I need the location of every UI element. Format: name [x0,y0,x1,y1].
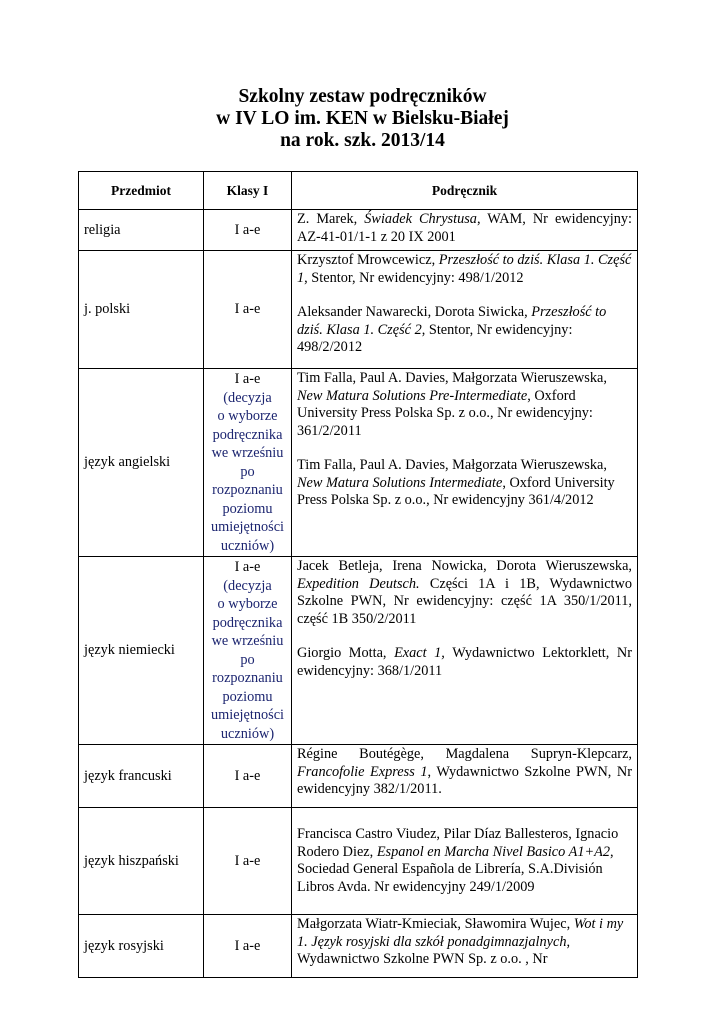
book-entry: Aleksander Nawarecki, Dorota Siwicka, Przeszłość to dziś. Klasa 1. Część 2, Stentor, Nr ewidencyjny: 498/2/2012 [297,304,607,355]
classes-cell: I a-e [204,808,292,915]
classes-cell [204,369,292,557]
table-row [79,745,638,808]
table-row [79,808,638,915]
classes-line: I a-e [234,371,261,387]
decision-note: (decyzja o wyborze podręcznika we wrześniu po rozpoznaniu poziomu umiejętności uczniów) [210,389,285,554]
book-entry: Régine Boutégège, Magdalena Supryn-Klepcarz, Francofolie Express 1, Wydawnictwo Szkolne PWN, Nr ewidencyjny 382/1/2011. [297,746,632,797]
subject-cell: język angielski [79,369,204,557]
subject-cell: religia [79,210,204,251]
table-row [79,251,638,369]
book-entry: Krzysztof Mrowcewicz, Przeszłość to dziś. Klasa 1. Część 1, Stentor, Nr ewidencyjny: 498/1/2012 [297,252,632,286]
header-subject: Przedmiot [79,172,204,210]
book-entry: Francisca Castro Viudez, Pilar Díaz Ballesteros, Ignacio Rodero Diez, Espanol en Marcha Nivel Basico A1+A2, Sociedad General Española de Librería, S.A.División Libros Avda. Nr ewidencyjny 249/1/2009 [297,826,619,895]
classes-cell: I a-e [204,745,292,808]
book-cell [292,251,638,369]
decision-note: (decyzja o wyborze podręcznika we wrześniu po rozpoznaniu poziomu umiejętności uczniów) [210,577,285,742]
title-line-1: Szkolny zestaw podręczników [238,86,487,107]
title-line-3: na rok. szk. 2013/14 [280,130,445,151]
table-row [79,210,638,251]
book-cell [292,745,638,808]
subject-cell: język rosyjski [79,915,204,978]
book-cell [292,557,638,745]
classes-cell: I a-e [204,251,292,369]
classes-line: I a-e [234,559,261,575]
subject-cell: język francuski [79,745,204,808]
table-row [79,369,638,557]
document-title [0,86,725,152]
table-row [79,557,638,745]
book-entry: Tim Falla, Paul A. Davies, Małgorzata Wieruszewska, New Matura Solutions Pre-Intermediate, Oxford University Press Polska Sp. z o.o., Nr ewidencyjny: 361/2/2011 [297,370,607,439]
classes-cell [204,557,292,745]
book-cell [292,915,638,978]
book-entry: Z. Marek, Świadek Chrystusa, WAM, Nr ewidencyjny: AZ-41-01/1-1 z 20 IX 2001 [297,211,632,245]
book-cell [292,210,638,251]
subject-cell: język hiszpański [79,808,204,915]
classes-cell: I a-e [204,915,292,978]
table-header-row [79,172,638,210]
book-cell [292,369,638,557]
subject-cell: j. polski [79,251,204,369]
header-book: Podręcznik [292,172,638,210]
classes-cell: I a-e [204,210,292,251]
book-entry: Tim Falla, Paul A. Davies, Małgorzata Wieruszewska, New Matura Solutions Intermediate, Oxford University Press Polska Sp. z o.o., Nr ewidencyjny 361/4/2012 [297,457,615,508]
header-classes: Klasy I [204,172,292,210]
title-line-2: w IV LO im. KEN w Bielsku-Białej [216,108,509,129]
book-entry: Giorgio Motta, Exact 1, Wydawnictwo Lektorklett, Nr ewidencyjny: 368/1/2011 [297,645,632,679]
table-row [79,915,638,978]
book-entry: Małgorzata Wiatr-Kmieciak, Sławomira Wujec, Wot i my 1. Język rosyjski dla szkół ponadgimnazjalnych, Wydawnictwo Szkolne PWN Sp. z o.o. , Nr [297,916,624,967]
book-entry: Jacek Betleja, Irena Nowicka, Dorota Wieruszewska, Expedition Deutsch. Części 1A i 1B, Wydawnictwo Szkolne PWN, Nr ewidencyjny: część 1A 350/1/2011, część 1B 350/2/2011 [297,558,632,627]
subject-cell: język niemiecki [79,557,204,745]
textbook-table [78,171,638,978]
book-cell [292,808,638,915]
